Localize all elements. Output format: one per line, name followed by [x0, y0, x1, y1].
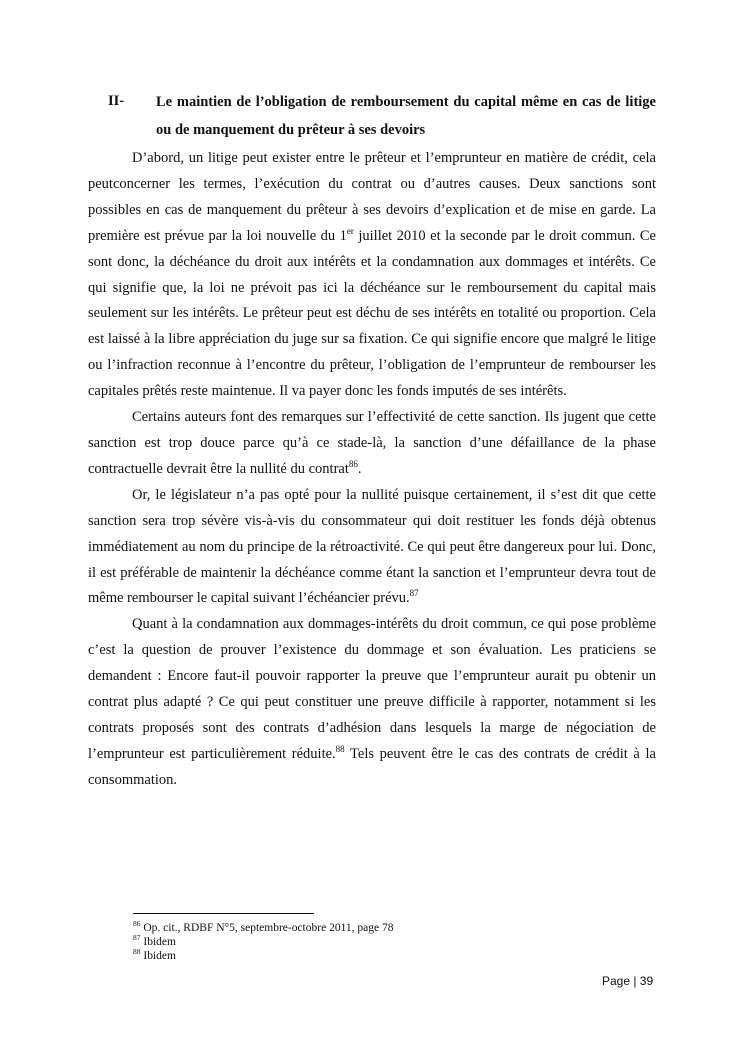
paragraph: D’abord, un litige peut exister entre le prêteur et l’emprunteur en matière de crédit, cela peutconcerner les termes, l’exécution du contrat ou d’autres causes. Deux sanctions sont possibles en cas de manquement du prêteur à ses devoirs d’explication et de mise en garde. La première est prévue par la loi nouvelle du 1er juillet 2010 et la seconde par le droit commun. Ce sont donc, la déchéance du droit aux intérêts et la condamnation aux dommages et intérêts. Ce qui signifie que, la loi ne prévoit pas ici la déchéance sur le remboursement du capital mais seulement sur les intérêts. Le prêteur peut est déchu de ses intérêts en totalité ou proportion. Cela est laissé à la libre appréciation du juge sur sa fixation. Ce qui signifie encore que malgré le litige ou l’infraction reconnue à l’encontre du prêteur, l’obligation de l’emprunteur de rembourser les capitales prêtés reste maintenue. Il va payer donc les fonds imputés de ses intérêts. — [88, 150, 656, 400]
paragraph: Certains auteurs font des remarques sur l’effectivité de cette sanction. Ils jugent que cette sanction est trop douce parce qu’à ce stade-là, la sanction d’une défaillance de la phase contractuelle devrait être la nullité du contrat$^{86}$. — [88, 409, 656, 477]
footnote: $^{87}$ Ibidem — [133, 933, 176, 948]
footnote-ref: 88 — [335, 744, 345, 755]
superscript: er — [346, 225, 354, 236]
section-title: Le maintien de l’obligation de remboursement du capital même en cas de litige ou de manquement du prêteur à ses devoirs — [156, 94, 656, 138]
footnote: $^{88}$ Ibidem — [133, 947, 176, 962]
page-number: Page | 39 — [602, 974, 654, 988]
footnote-ref: 86 — [348, 459, 358, 470]
footnote-ref: 87 — [409, 588, 419, 599]
paragraph: Quant à la condamnation aux dommages-intérêts du droit commun, ce qui pose problème c’est la question de prouver l’existence du dommage et son évaluation. Les praticiens se demandent : Encore faut-il pouvoir rapporter la preuve que l’emprunteur aurait pu obtenir un contrat plus adapté ? Ce qui peut constituer une preuve difficile à rapporter, notamment si les contrats proposés sont des contrats d’adhésion dans lesquels la marge de négociation de l’emprunteur est particulièrement réduite.$^{88}$ Tels peuvent être le cas des contrats de crédit à la consommation. — [88, 616, 656, 788]
body-text — [88, 146, 656, 794]
footnote: $^{86}$ Op. cit., RDBF N°5, septembre-octobre 2011, page 78 — [133, 919, 394, 934]
paragraph: Or, le législateur n’a pas opté pour la nullité puisque certainement, il s’est dit que cette sanction sera trop sévère vis-à-vis du consommateur qui doit restituer les fonds déjà obtenus immédiatement au nom du principe de la rétroactivité. Ce qui peut être dangereux pour lui. Donc, il est préférable de maintenir la déchéance comme étant la sanction et l’emprunteur devra tout de même rembourser le capital suivant l’échéancier prévu.$^{87}$ — [88, 486, 656, 607]
footnote-separator — [133, 913, 314, 914]
section-number: II- — [108, 93, 125, 109]
